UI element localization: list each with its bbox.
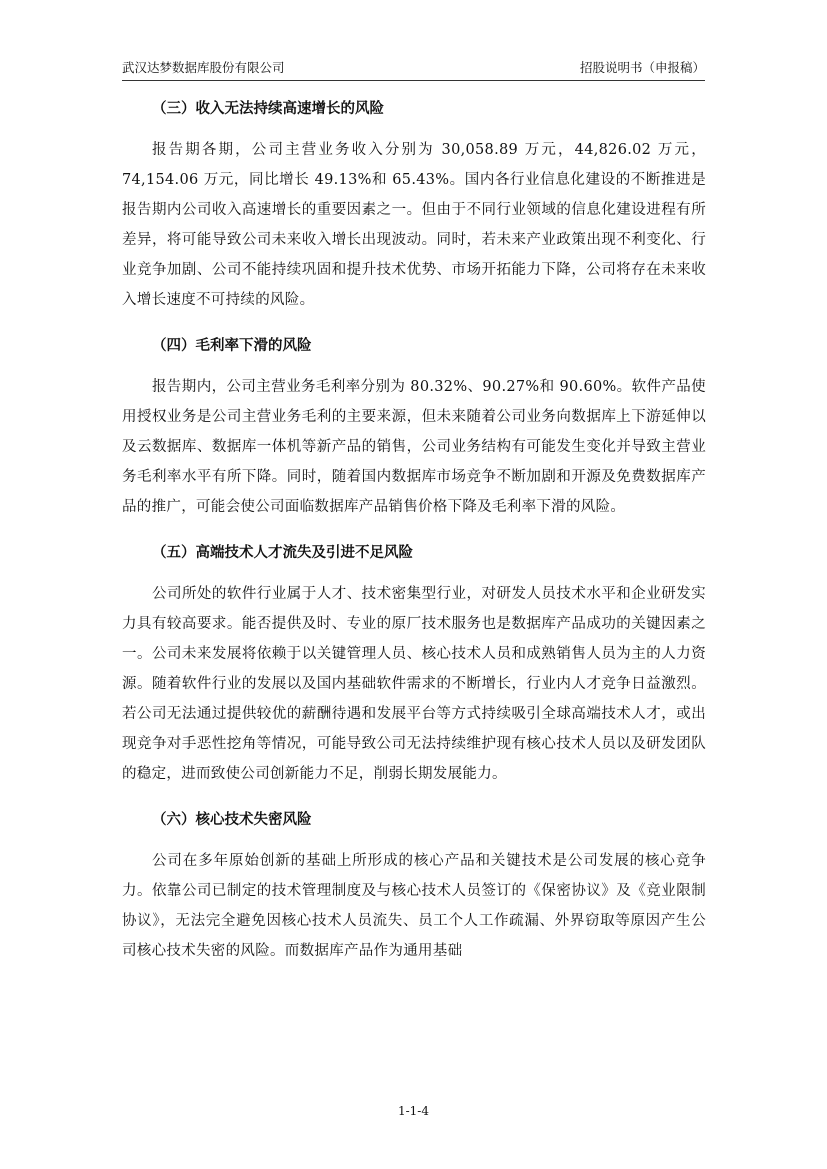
section-paragraph-gross-margin-risk: 报告期内，公司主营业务毛利率分别为 80.32%、90.27%和 90.60%。软件产品使用授权业务是公司主营业务毛利的主要来源，但未来随着公司业务向数据库上下游延伸以及云数据库、数据库一体机等新产品的销售，公司业务结构有可能发生变化并导致主营业务毛利率水平有所下降。同时，随着国内数据库市场竞争不断加剧和开源及免费数据库产品的推广，可能会使公司面临数据库产品销售价格下降及毛利率下滑的风险。	[122, 379, 706, 515]
section-heading-talent-risk: （五）高端技术人才流失及引进不足风险	[152, 545, 413, 561]
section-heading-gross-margin-risk: （四）毛利率下滑的风险	[152, 338, 312, 354]
section-paragraph-talent-risk: 公司所处的软件行业属于人才、技术密集型行业，对研发人员技术水平和企业研发实力具有较高要求。能否提供及时、专业的原厂技术服务也是数据库产品成功的关键因素之一。公司未来发展将依赖于以关键管理人员、核心技术人员和成熟销售人员为主的人力资源。随着软件行业的发展以及国内基础软件需求的不断增长，行业内人才竞争日益激烈。若公司无法通过提供较优的薪酬待遇和发展平台等方式持续吸引全球高端技术人才，或出现竞争对手恶性挖角等情况，可能导致公司无法持续维护现有核心技术人员以及研发团队的稳定，进而致使公司创新能力不足，削弱长期发展能力。	[122, 586, 706, 782]
section-paragraph-tech-leak-risk: 公司在多年原始创新的基础上所形成的核心产品和关键技术是公司发展的核心竞争力。依靠公司已制定的技术管理制度及与核心技术人员签订的《保密协议》及《竞业限制协议》，无法完全避免因核心技术人员流失、员工个人工作疏漏、外界窃取等原因产生公司核心技术失密的风险。而数据库产品作为通用基础	[122, 853, 706, 959]
header-company-name: 武汉达梦数据库股份有限公司	[122, 60, 285, 75]
document-body	[122, 96, 706, 984]
section-heading-revenue-growth-risk: （三）收入无法持续高速增长的风险	[152, 101, 384, 117]
section-paragraph-revenue-growth-risk: 报告期各期，公司主营业务收入分别为 30,058.89 万元，44,826.02 万元，74,154.06 万元，同比增长 49.13%和 65.43%。国内各行业信息化建设的不断推进是报告期内公司收入高速增长的重要因素之一。但由于不同行业领域的信息化建设进程有所差异，将可能导致公司未来收入增长出现波动。同时，若未来产业政策出现不利变化、行业竞争加剧、公司不能持续巩固和提升技术优势、市场开拓能力下降，公司将存在未来收入增长速度不可持续的风险。	[122, 142, 706, 308]
header-document-type: 招股说明书（申报稿）	[579, 60, 705, 75]
page-header	[122, 52, 705, 81]
page-number: 1-1-4	[397, 1104, 429, 1118]
section-heading-tech-leak-risk: （六）核心技术失密风险	[152, 812, 312, 828]
